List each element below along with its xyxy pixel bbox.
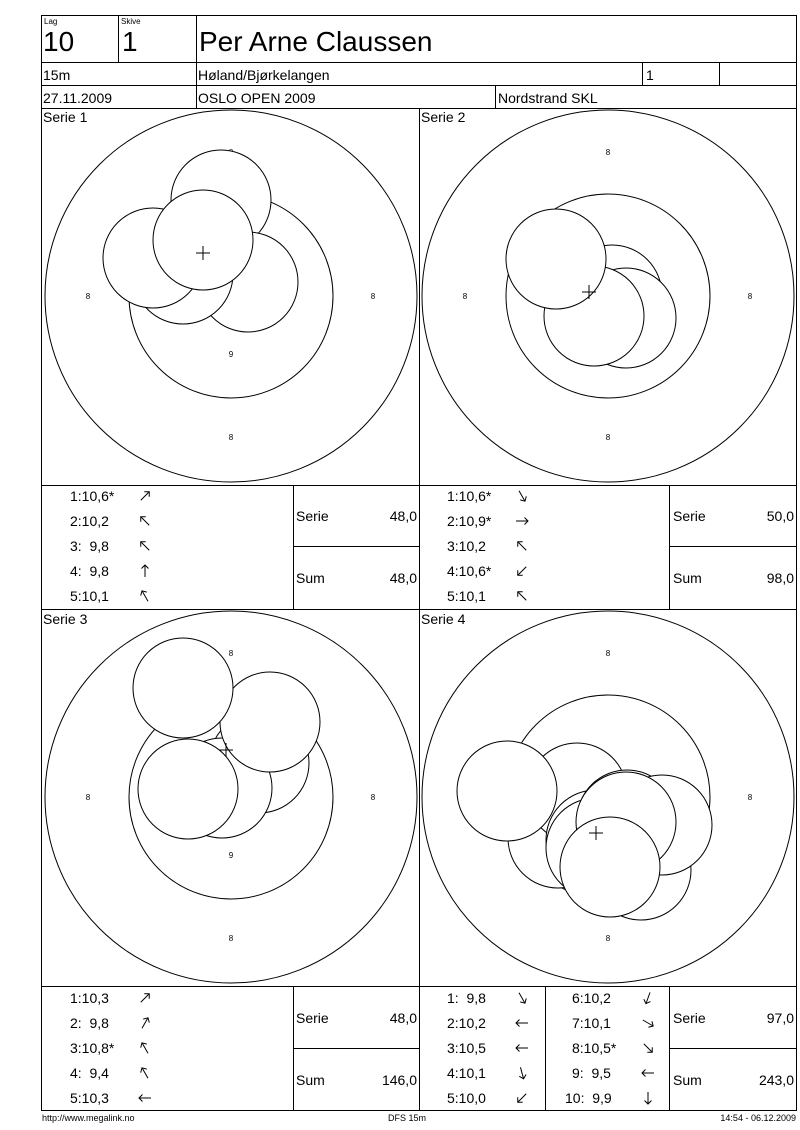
- serie-3-sum-value: 146,0: [381, 1072, 417, 1088]
- shot-entry: 4: 9,4: [70, 1065, 109, 1081]
- ring-label: 8: [228, 649, 234, 658]
- serie-3-title: Serie 3: [43, 611, 88, 627]
- ring-label: 9: [228, 851, 234, 860]
- shot-hole: [153, 190, 253, 290]
- ring-label: 8: [605, 433, 611, 442]
- shot-entry: 4:10,6*: [447, 563, 492, 579]
- shot-direction-icon: [138, 564, 152, 578]
- lag-label: Lag: [44, 17, 58, 26]
- footer-center: DFS 15m: [388, 1113, 427, 1123]
- shot-direction-icon: [641, 1016, 655, 1030]
- shot-entry: 5:10,1: [447, 588, 486, 604]
- shot-hole: [138, 739, 238, 839]
- target-serie-4: [419, 609, 797, 986]
- ring-label: 8: [605, 934, 611, 943]
- serie-2-title: Serie 2: [421, 109, 466, 125]
- shooter-name: Per Arne Claussen: [199, 26, 433, 57]
- ring-label: 8: [462, 292, 468, 301]
- ring-label: 8: [85, 793, 91, 802]
- shot-entry: 5:10,1: [70, 588, 109, 604]
- shot-direction-icon: [515, 514, 529, 528]
- shot-direction-icon: [515, 1091, 529, 1105]
- shot-entry: 1: 9,8: [447, 990, 486, 1006]
- ring-label: 8: [228, 433, 234, 442]
- ring-label: 8: [370, 292, 376, 301]
- shot-direction-icon: [138, 1091, 152, 1105]
- shot-entry: 6:10,2: [572, 990, 611, 1006]
- ring-label: 8: [228, 934, 234, 943]
- serie-1-sum-label: Sum: [296, 570, 325, 586]
- serie-1-title: Serie 1: [43, 109, 88, 125]
- footer-time: 14:54 - 06.12.2009: [720, 1113, 796, 1123]
- shot-direction-icon: [138, 1041, 152, 1055]
- shot-hole: [457, 741, 557, 841]
- shot-entry: 5:10,0: [447, 1090, 486, 1106]
- serie-4-sum-value: 243,0: [758, 1072, 794, 1088]
- serie-3-serie-label: Serie: [296, 1010, 329, 1026]
- serie-3-serie-value: 48,0: [389, 1010, 417, 1026]
- ring-label: 8: [605, 649, 611, 658]
- shot-entry: 2:10,9*: [447, 513, 492, 529]
- shot-direction-icon: [138, 539, 152, 553]
- shot-direction-icon: [515, 1066, 529, 1080]
- shot-direction-icon: [138, 514, 152, 528]
- skive-label: Skive: [121, 17, 141, 26]
- serie-2-serie-value: 50,0: [766, 508, 794, 524]
- serie-2-sum-label: Sum: [673, 570, 702, 586]
- shot-entry: 7:10,1: [572, 1015, 611, 1031]
- header-field-1: 1: [646, 67, 654, 83]
- shot-entry: 1:10,6*: [447, 488, 492, 504]
- shot-entry: 4: 9,8: [70, 563, 109, 579]
- shot-direction-icon: [515, 1016, 529, 1030]
- target-serie-2: [419, 108, 797, 485]
- serie-1-serie-label: Serie: [296, 508, 329, 524]
- serie-2-sum-value: 98,0: [766, 570, 794, 586]
- shot-entry: 2:10,2: [70, 513, 109, 529]
- shot-direction-icon: [515, 564, 529, 578]
- shot-hole: [133, 638, 233, 738]
- shot-entry: 3:10,8*: [70, 1040, 115, 1056]
- shot-entry: 10: 9,9: [565, 1090, 612, 1106]
- shot-entry: 1:10,6*: [70, 488, 115, 504]
- lag-value: 10: [43, 26, 75, 57]
- shot-entry: 2: 9,8: [70, 1015, 109, 1031]
- shot-entry: 5:10,3: [70, 1090, 109, 1106]
- serie-3-sum-label: Sum: [296, 1072, 325, 1088]
- ring-label: 8: [747, 292, 753, 301]
- serie-2-serie-label: Serie: [673, 508, 706, 524]
- club-name: Høland/Bjørkelangen: [198, 67, 330, 83]
- serie-4-title: Serie 4: [421, 611, 466, 627]
- shot-direction-icon: [515, 1041, 529, 1055]
- competition-name: OSLO OPEN 2009: [198, 90, 316, 106]
- serie-4-serie-value: 97,0: [766, 1010, 794, 1026]
- ring-label: 9: [228, 350, 234, 359]
- shot-direction-icon: [138, 589, 152, 603]
- shot-entry: 9: 9,5: [572, 1065, 611, 1081]
- target-serie-1: [41, 108, 419, 485]
- shot-direction-icon: [641, 991, 655, 1005]
- shot-direction-icon: [138, 1066, 152, 1080]
- ring-label: 8: [605, 148, 611, 157]
- shot-direction-icon: [138, 489, 152, 503]
- shot-hole: [220, 672, 320, 772]
- shot-entry: 8:10,5*: [572, 1040, 617, 1056]
- shot-entry: 4:10,1: [447, 1065, 486, 1081]
- shot-entry: 3:10,5: [447, 1040, 486, 1056]
- serie-1-serie-value: 48,0: [389, 508, 417, 524]
- shot-direction-icon: [515, 589, 529, 603]
- competition-date: 27.11.2009: [43, 90, 113, 106]
- shot-direction-icon: [641, 1066, 655, 1080]
- shot-direction-icon: [138, 1016, 152, 1030]
- shot-direction-icon: [641, 1091, 655, 1105]
- serie-4-serie-label: Serie: [673, 1010, 706, 1026]
- distance: 15m: [43, 67, 71, 83]
- shot-direction-icon: [138, 991, 152, 1005]
- shot-direction-icon: [641, 1041, 655, 1055]
- shot-direction-icon: [515, 539, 529, 553]
- shot-hole: [506, 209, 606, 309]
- footer-url[interactable]: http://www.megalink.no: [42, 1113, 135, 1123]
- shot-entry: 2:10,2: [447, 1015, 486, 1031]
- shot-entry: 1:10,3: [70, 990, 109, 1006]
- target-serie-3: [41, 609, 419, 986]
- ring-label: 8: [370, 793, 376, 802]
- shot-hole: [560, 817, 660, 917]
- skive-value: 1: [122, 26, 138, 57]
- ring-label: 8: [85, 292, 91, 301]
- venue-name: Nordstrand SKL: [498, 90, 598, 106]
- shot-direction-icon: [515, 489, 529, 503]
- shot-direction-icon: [515, 991, 529, 1005]
- shot-entry: 3:10,2: [447, 538, 486, 554]
- serie-4-sum-label: Sum: [673, 1072, 702, 1088]
- shot-entry: 3: 9,8: [70, 538, 109, 554]
- serie-1-sum-value: 48,0: [389, 570, 417, 586]
- ring-label: 8: [747, 793, 753, 802]
